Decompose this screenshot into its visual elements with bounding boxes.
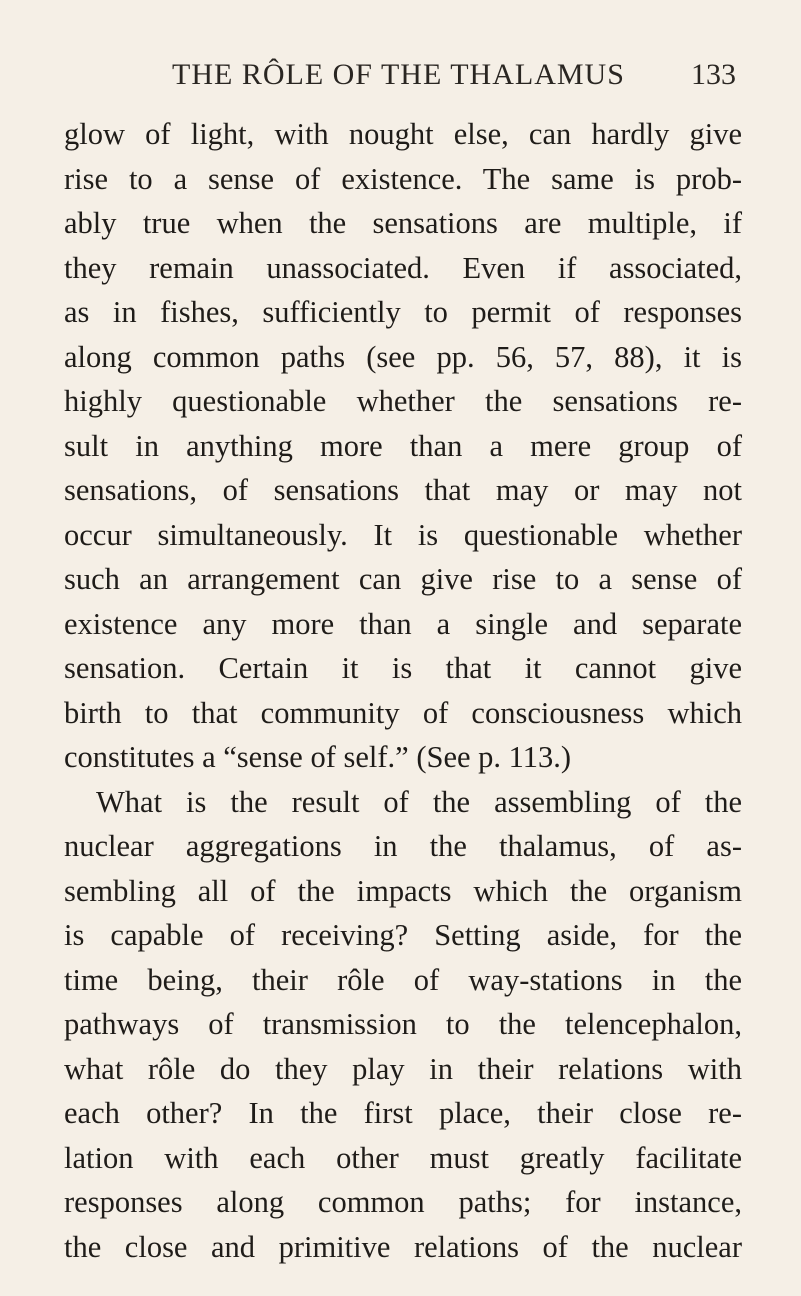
page-number: 133 <box>691 58 736 91</box>
text-line: ably true when the sensations are multiple, if <box>64 206 742 240</box>
text-line: time being, their rôle of way-stations in the <box>64 962 742 997</box>
body-text <box>64 112 742 1269</box>
text-line: the close and primitive relations of the nuclear <box>64 1229 742 1264</box>
text-line: lation with each other must greatly facilitate <box>64 1140 742 1175</box>
running-title: THE RÔLE OF THE THALAMUS <box>172 58 625 91</box>
text-line: rise to a sense of existence. The same is prob- <box>64 161 742 196</box>
text-line: what rôle do they play in their relations with <box>64 1051 742 1086</box>
text-line: as in fishes, sufficiently to permit of responses <box>64 295 742 329</box>
text-line: sembling all of the impacts which the organism <box>64 873 742 908</box>
text-line: existence any more than a single and separate <box>64 606 742 641</box>
text-line: is capable of receiving? Setting aside, for the <box>64 918 742 952</box>
text-line: occur simultaneously. It is questionable whether <box>64 517 742 552</box>
paragraph-start-line: What is the result of the assembling of the <box>96 784 742 819</box>
text-line: sensations, of sensations that may or may not <box>64 473 742 507</box>
text-line: sensation. Certain it is that it cannot give <box>64 651 742 685</box>
text-line: they remain unassociated. Even if associated, <box>64 250 742 285</box>
text-line: along common paths (see pp. 56, 57, 88), it is <box>64 339 742 374</box>
running-head <box>64 56 742 102</box>
text-line: birth to that community of consciousness which <box>64 695 742 730</box>
book-page <box>64 56 742 1269</box>
text-line: such an arrangement can give rise to a sense of <box>64 562 742 596</box>
text-line: each other? In the first place, their close re- <box>64 1096 742 1130</box>
text-line: pathways of transmission to the telencephalon, <box>64 1007 742 1041</box>
text-line: glow of light, with nought else, can hardly give <box>64 117 742 151</box>
text-line: responses along common paths; for instance, <box>64 1185 742 1219</box>
text-line: sult in anything more than a mere group of <box>64 428 742 463</box>
paragraph-end-line: constitutes a “sense of self.” (See p. 113.) <box>64 740 572 774</box>
text-line: nuclear aggregations in the thalamus, of as- <box>64 829 742 863</box>
text-line: highly questionable whether the sensations re- <box>64 384 742 418</box>
